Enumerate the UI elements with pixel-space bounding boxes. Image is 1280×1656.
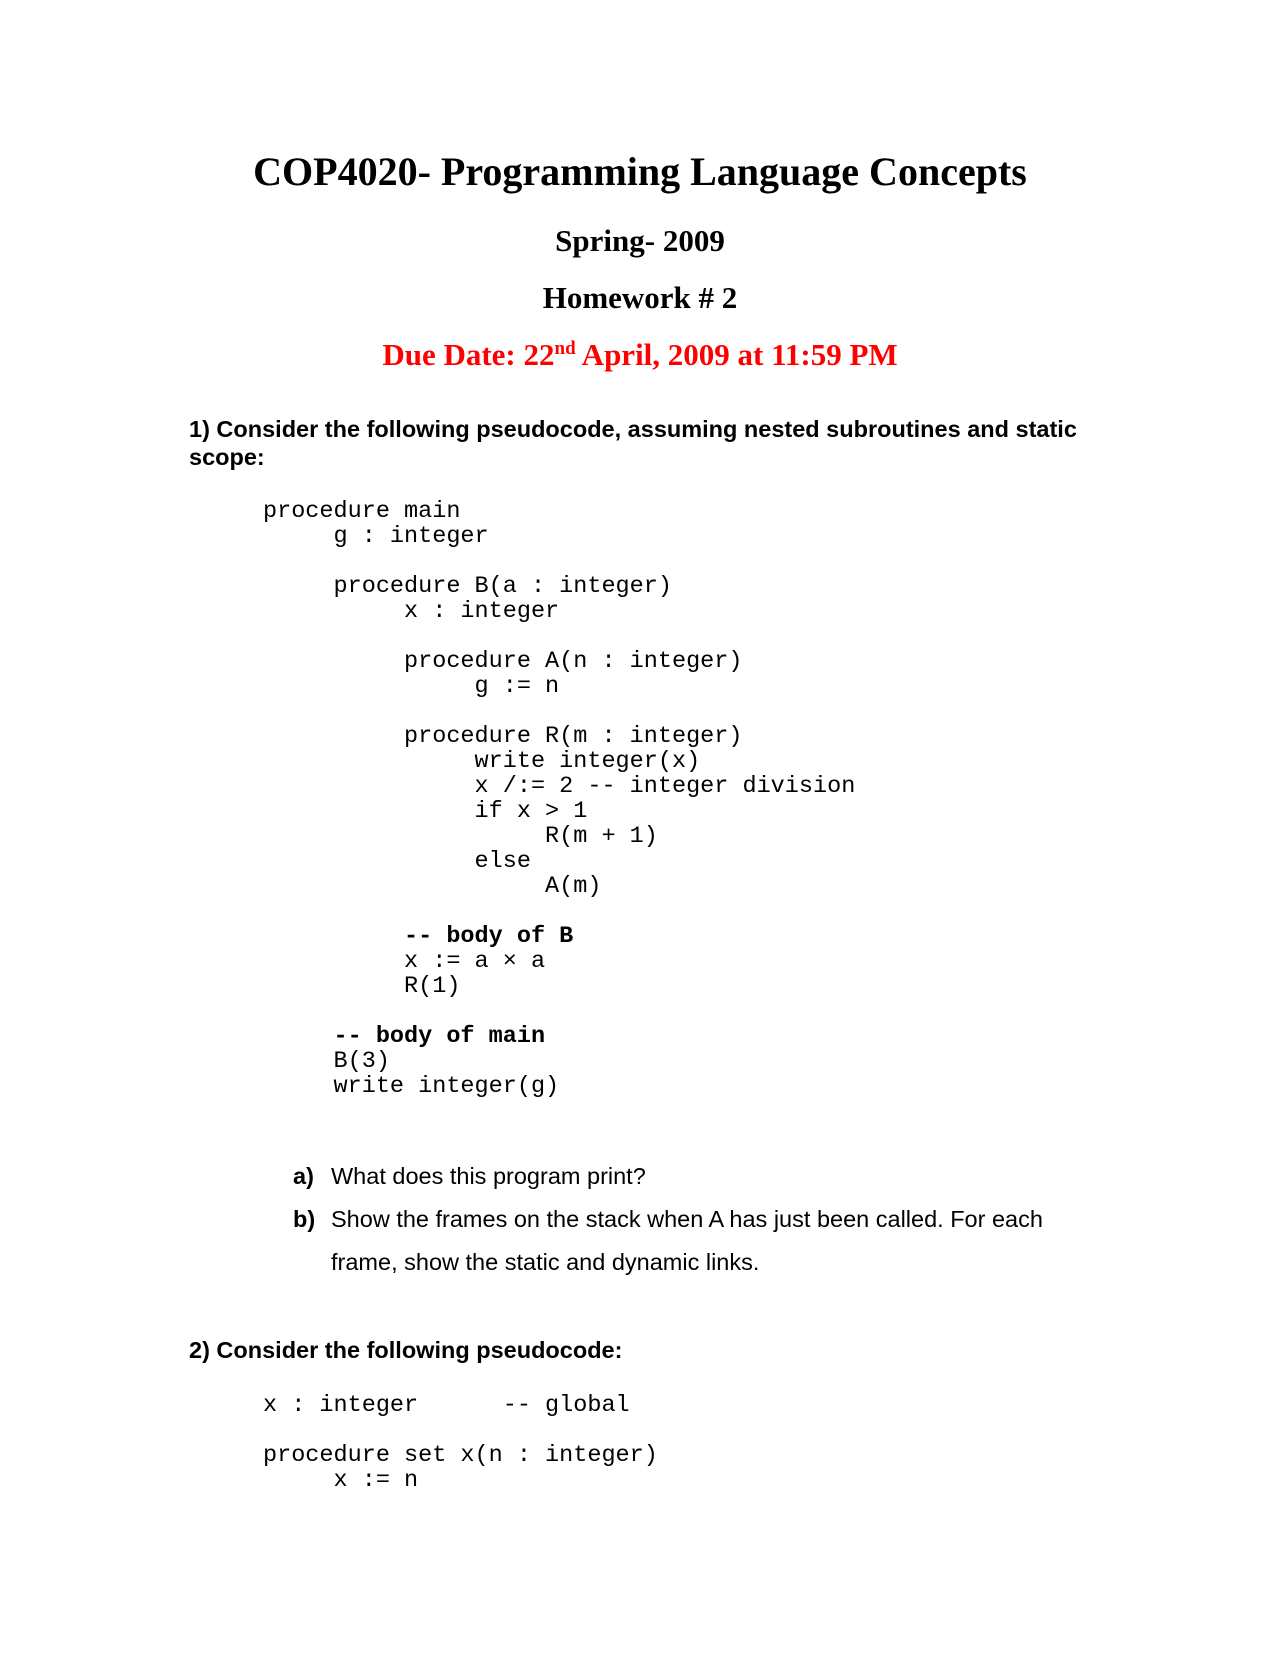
code-line: procedure A(n : integer) [263,648,743,675]
code-line [263,1418,658,1443]
code-line: -- body of main [263,1023,546,1050]
code-line: procedure B(a : integer) [263,573,672,600]
homework-number: Homework # 2 [542,280,738,315]
question-part [293,1155,1093,1198]
question-1-parts [293,1155,1093,1284]
code-line: R(1) [263,973,461,1000]
question-1-code-block [263,499,855,1099]
code-line: x : integer [263,598,560,625]
code-line [263,999,855,1024]
code-line: B(3) [263,1048,390,1075]
code-line [263,899,855,924]
code-line: procedure main [263,498,461,525]
due-date-superscript: nd [554,338,576,359]
question-part [293,1198,1093,1284]
code-line [263,549,855,574]
code-line: x := n [263,1467,419,1494]
code-line: x : integer -- global [263,1392,630,1419]
code-line: A(m) [263,873,602,900]
question-2-code-block [263,1393,658,1493]
code-line: write integer(x) [263,748,701,775]
question-part-text: Show the frames on the stack when A has just been called. For each frame, show the static and dynamic links. [331,1206,1043,1275]
code-line: R(m + 1) [263,823,658,850]
question-part-label: a) [293,1163,314,1189]
semester: Spring- 2009 [555,223,725,258]
code-line: if x > 1 [263,798,588,825]
question-1-prompt: 1) Consider the following pseudocode, assuming nested subroutines and static scope: [189,416,1077,470]
code-line [263,624,855,649]
code-line: else [263,848,531,875]
question-2-prompt: 2) Consider the following pseudocode: [189,1337,623,1363]
due-date-suffix: April, 2009 at 11:59 PM [575,337,898,372]
code-line: procedure R(m : integer) [263,723,743,750]
code-line [263,699,855,724]
question-part-text: What does this program print? [331,1163,646,1189]
code-line: x /:= 2 -- integer division [263,773,856,800]
code-line: procedure set x(n : integer) [263,1442,658,1469]
code-line: g : integer [263,523,489,550]
code-line: x := a × a [263,948,546,975]
code-line: write integer(g) [263,1073,560,1100]
due-date-prefix: Due Date: 22 [382,337,555,372]
question-part-label: b) [293,1206,316,1232]
course-title: COP4020- Programming Language Concepts [253,149,1027,194]
code-line: -- body of B [263,923,574,950]
code-line: g := n [263,673,560,700]
due-date [0,336,1280,374]
